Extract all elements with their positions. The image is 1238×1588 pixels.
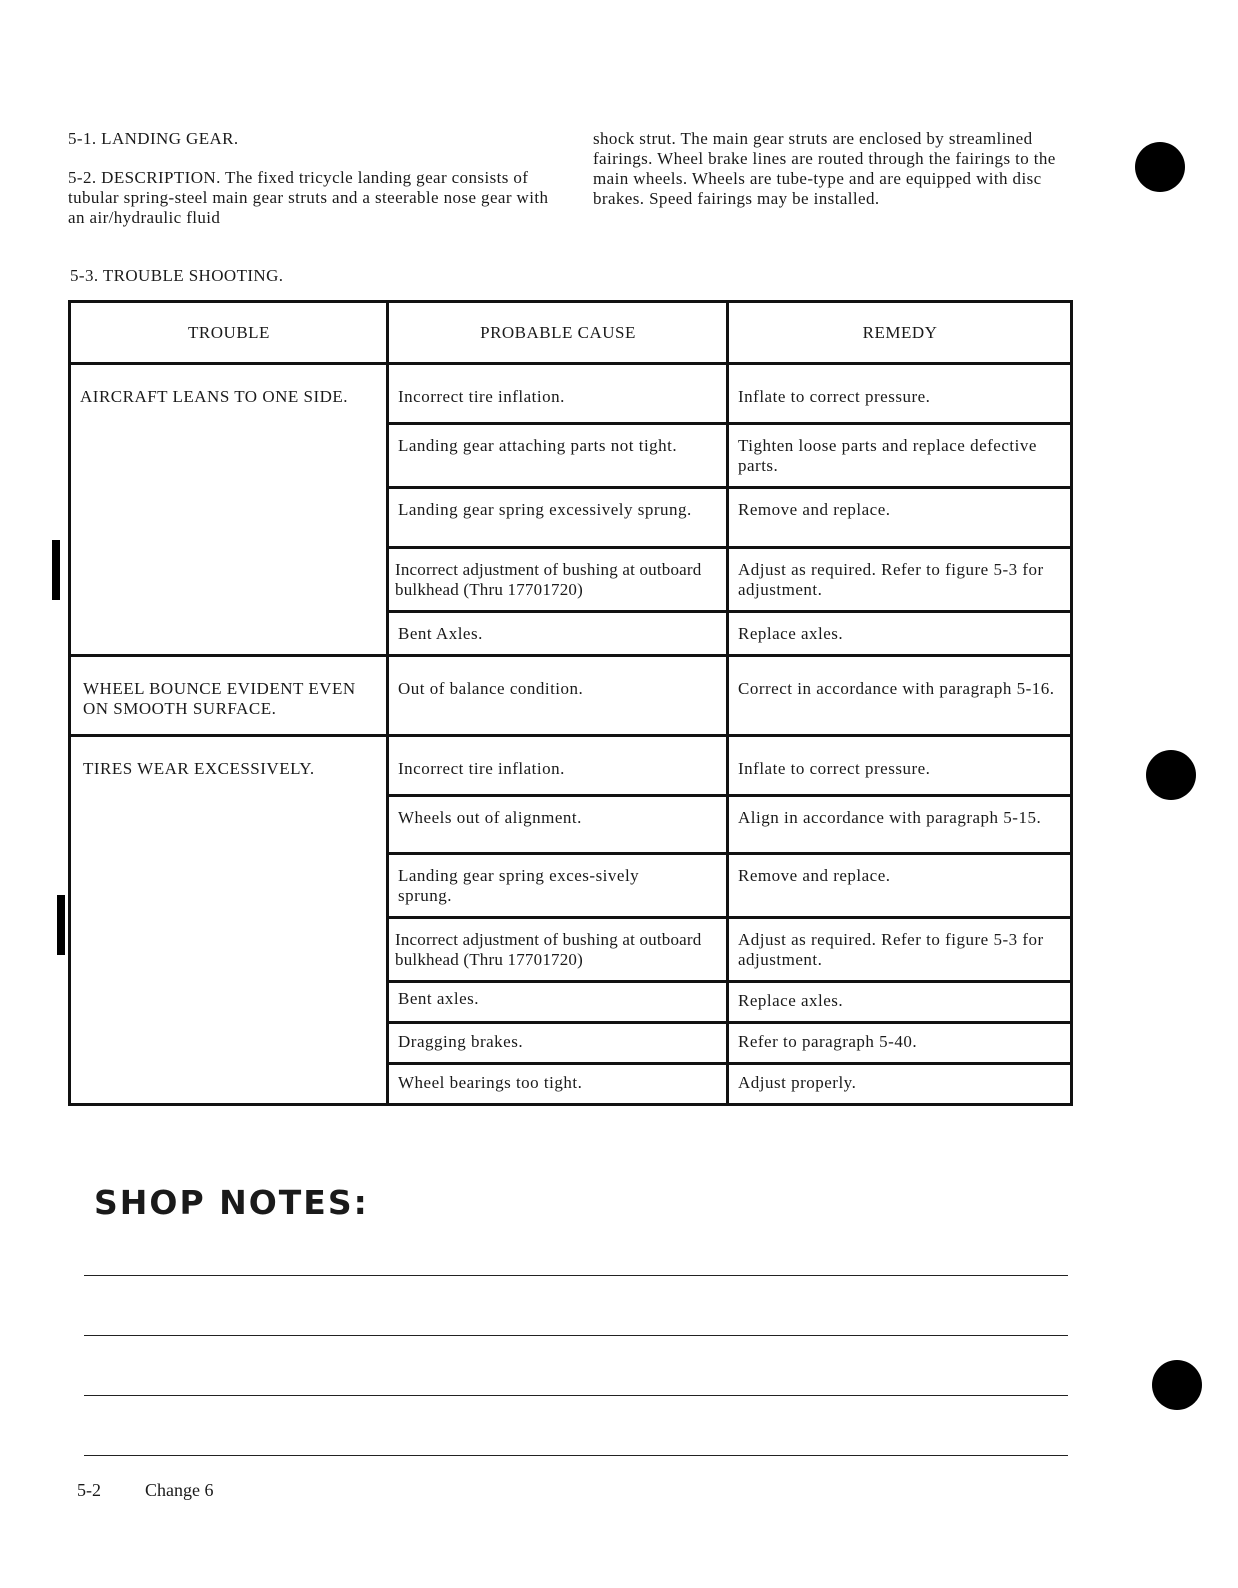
note-line xyxy=(84,1455,1068,1456)
cause-cell: Incorrect tire inflation. xyxy=(388,364,728,424)
cause-cell: Landing gear spring excessively sprung. xyxy=(388,488,728,548)
trouble-tires-wear: TIRES WEAR EXCESSIVELY. xyxy=(70,736,388,1105)
trouble-aircraft-leans: AIRCRAFT LEANS TO ONE SIDE. xyxy=(70,364,388,656)
punch-hole-bottom xyxy=(1152,1360,1202,1410)
header-trouble: TROUBLE xyxy=(70,302,388,364)
header-remedy: REMEDY xyxy=(728,302,1072,364)
note-line xyxy=(84,1335,1068,1336)
remedy-cell: Refer to paragraph 5-40. xyxy=(728,1023,1072,1064)
table-row xyxy=(70,364,1072,424)
remedy-cell: Inflate to correct pressure. xyxy=(728,736,1072,796)
remedy-cell: Align in accordance with paragraph 5-15. xyxy=(728,796,1072,854)
change-bar-upper xyxy=(52,540,60,600)
section-5-2-description-part2: shock strut. The main gear struts are enclosed by streamlined fairings. Wheel brake lines are routed through the fairings to the main wheels. Wheels are tube-type and are equipped with disc brakes. Speed fairings may be installed. xyxy=(593,129,1056,208)
note-line xyxy=(84,1275,1068,1276)
cause-cell: Dragging brakes. xyxy=(388,1023,728,1064)
cause-cell: Incorrect tire inflation. xyxy=(388,736,728,796)
header-probable-cause: PROBABLE CAUSE xyxy=(388,302,728,364)
cause-cell: Landing gear attaching parts not tight. xyxy=(388,424,728,488)
remedy-cell: Remove and replace. xyxy=(728,854,1072,918)
change-bar-lower xyxy=(57,895,65,955)
section-5-1-heading: 5-1. LANDING GEAR. xyxy=(68,129,239,148)
remedy-cell: Adjust properly. xyxy=(728,1064,1072,1105)
remedy-cell: Replace axles. xyxy=(728,612,1072,656)
table-row xyxy=(70,656,1072,736)
cause-cell: Wheel bearings too tight. xyxy=(388,1064,728,1105)
punch-hole-top xyxy=(1135,142,1185,192)
footer-change-number: Change 6 xyxy=(145,1480,214,1500)
cause-cell: Incorrect adjustment of bushing at outboard bulkhead (Thru 17701720) xyxy=(388,548,728,612)
cause-cell: Landing gear spring exces-sively sprung. xyxy=(388,854,728,918)
trouble-wheel-bounce: WHEEL BOUNCE EVIDENT EVEN ON SMOOTH SURFACE. xyxy=(70,656,388,736)
remedy-cell: Inflate to correct pressure. xyxy=(728,364,1072,424)
cause-cell: Bent axles. xyxy=(388,982,728,1023)
cause-cell: Incorrect adjustment of bushing at outboard bulkhead (Thru 17701720) xyxy=(388,918,728,982)
footer-page-number: 5-2 xyxy=(77,1480,101,1500)
note-line xyxy=(84,1395,1068,1396)
cause-cell: Wheels out of alignment. xyxy=(388,796,728,854)
section-5-2-description-part1: 5-2. DESCRIPTION. The fixed tricycle landing gear consists of tubular spring-steel main gear struts and a steerable nose gear with an air/hydraulic fluid xyxy=(68,168,549,227)
remedy-cell: Adjust as required. Refer to figure 5-3 for adjustment. xyxy=(728,918,1072,982)
table-row xyxy=(70,736,1072,796)
punch-hole-middle xyxy=(1146,750,1196,800)
remedy-cell: Remove and replace. xyxy=(728,488,1072,548)
remedy-cell: Replace axles. xyxy=(728,982,1072,1023)
troubleshooting-table xyxy=(68,300,1073,1106)
intro-right-column xyxy=(593,129,1073,228)
intro-left-column xyxy=(68,129,558,247)
table-header-row xyxy=(70,302,1072,364)
cause-cell: Out of balance condition. xyxy=(388,656,728,736)
section-5-3-heading: 5-3. TROUBLE SHOOTING. xyxy=(70,266,284,285)
shop-notes-title: SHOP NOTES: xyxy=(94,1183,369,1222)
remedy-cell: Tighten loose parts and replace defective parts. xyxy=(728,424,1072,488)
cause-cell: Bent Axles. xyxy=(388,612,728,656)
remedy-cell: Correct in accordance with paragraph 5-16. xyxy=(728,656,1072,736)
remedy-cell: Adjust as required. Refer to figure 5-3 for adjustment. xyxy=(728,548,1072,612)
